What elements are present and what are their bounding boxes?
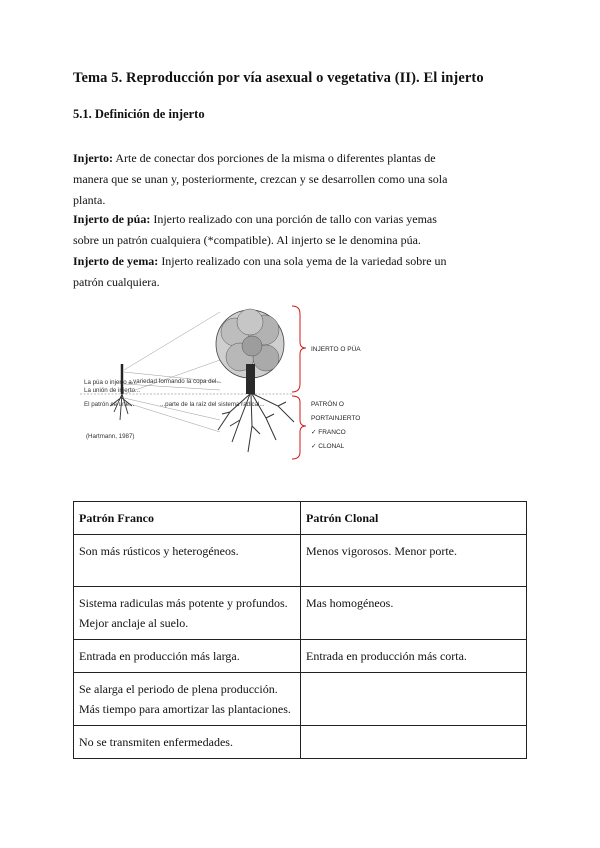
table-row [74,640,527,673]
label-franco: ✓ FRANCO [311,429,346,436]
cell-franco: No se transmiten enfermedades. [74,726,301,759]
label-injerto-pua: INJERTO O PÚA [311,346,361,353]
label-patron: PATRÓN O [311,401,344,408]
cell-franco: Sistema radiculas más potente y profundos. Mejor anclaje al suelo. [74,587,301,640]
cell-franco: Son más rústicos y heterogéneos. [74,535,301,587]
brace-top-shape [292,306,306,392]
label-clonal: ✓ CLONAL [311,443,345,450]
figure-credit: (Hartmann, 1987) [86,433,135,440]
definition-text: Injerto realizado con una porción de tallo con varias yemas sobre un patrón cualquiera (*compatible). Al injerto se le denomina púa. [73,212,437,247]
cell-clonal [301,673,527,726]
section-heading: 5.1. Definición de injerto [73,107,205,121]
label-portainjerto: PORTAINJERTO [311,415,361,422]
table-row [74,726,527,759]
cell-clonal [301,726,527,759]
page-title: Tema 5. Reproducción por vía asexual o vegetativa (II). El injerto [73,70,484,86]
definition-injerto [73,148,463,211]
header-patron-franco: Patrón Franco [74,502,301,535]
definition-text: Injerto realizado con una sola yema de la variedad sobre un patrón cualquiera. [73,254,447,289]
table-row [74,673,527,726]
figure-note: ...parte de la raíz del sistema radical... [160,401,265,408]
cell-clonal: Entrada en producción más corta. [301,640,527,673]
tree-canopy-drawing [216,309,284,394]
header-patron-clonal: Patrón Clonal [301,502,527,535]
definition-text: Arte de conectar dos porciones de la misma o diferentes plantas de manera que se unan y, posteriormente, crezcan y se desarrollen como una sola planta. [73,151,448,207]
table-header-row [74,502,527,535]
figure-note: La unión de injerto... [84,387,141,394]
definition-injerto-yema [73,251,463,293]
table-row [74,535,527,587]
table-row [74,587,527,640]
comparison-table [73,501,527,759]
definition-term: Injerto de púa: [73,212,151,226]
definition-term: Injerto de yema: [73,254,159,268]
definition-injerto-pua [73,209,463,251]
graft-illustration [80,302,380,464]
cell-clonal: Mas homogéneos. [301,587,527,640]
cell-clonal: Menos vigorosos. Menor porte. [301,535,527,587]
cell-franco: Se alarga el periodo de plena producción. Más tiempo para amortizar las plantaciones. [74,673,301,726]
figure-note: El patrón se une... [84,401,135,408]
figure-note: La púa o injerto a... [84,379,137,386]
cell-franco: Entrada en producción más larga. [74,640,301,673]
figure-note: ...variedad formando la copa del... [128,378,222,385]
brace-bottom-shape [292,396,306,459]
definition-term: Injerto: [73,151,113,165]
